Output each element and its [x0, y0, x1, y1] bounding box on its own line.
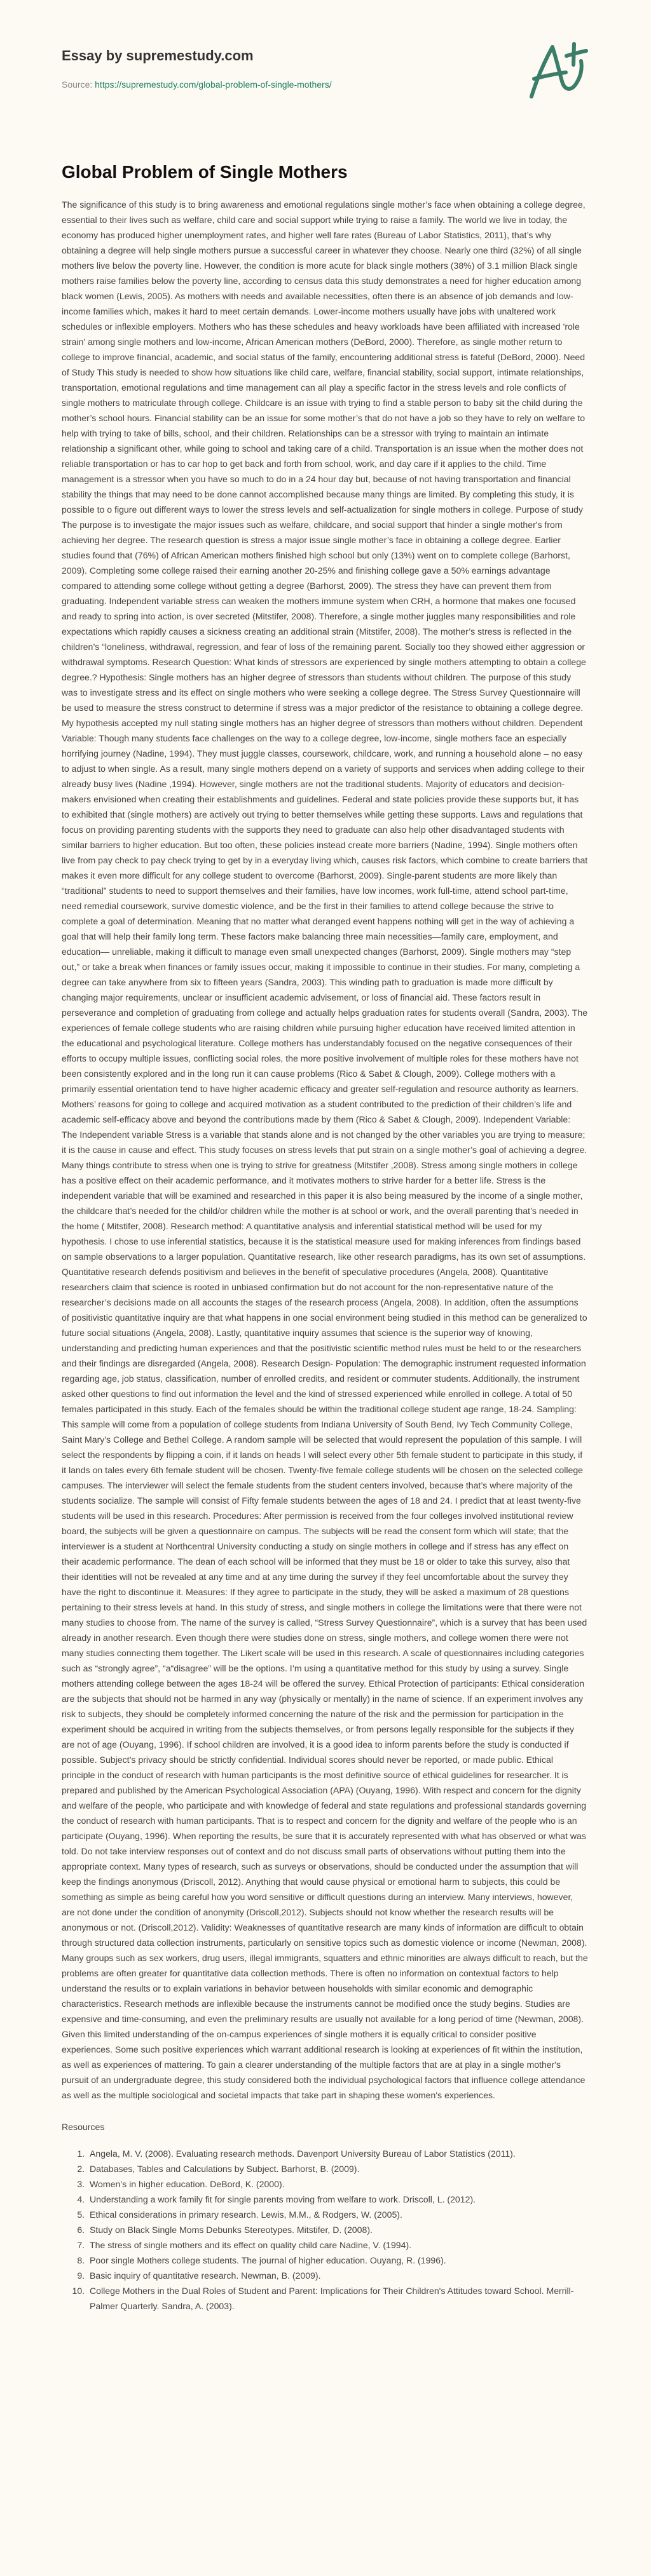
resources-heading: Resources: [62, 2122, 105, 2132]
resource-item: 9. Basic inquiry of quantitative research. Newman, B. (2009).: [87, 2268, 589, 2283]
essay-body: The significance of this study is to bring awareness and emotional regulations single mother’s face when obtaining a college degree, essential to their lives such as welfare, child care and social support while trying to raise a family. The world we live in today, the economy has produced higher unemployment rates, and higher well fare rates (Bureau of Labor Statistics, 2011), that’s why obtaining a degree will help single mothers pursue a successful career in whatever they choose. Nearly one third (32%) of all single mothers live below the poverty line. However, the condition is more acute for black single mothers (38%) of 3.1 million Black single mothers raise families below the poverty line, according to census data this study demonstrates a need for higher education among black women (Lewis, 2005). As mothers with needs and available necessities, often there is an absence of job demands and low-income families which, makes it hard to meet certain demands. Lower-income mothers usually have jobs with unaltered work schedules or inflexible employers. Mothers who has these schedules and heavy workloads have been affiliated with increased 'role strain' among single mothers and low-income, African American mothers (DeBord, 2000). Therefore, as single mother return to college to improve financial, academic, and social status of the family, encountering additional stress is fateful (DeBord, 2000). Need of Study This study is needed to show how situations like child care, welfare, financial stability, social support, intimate relationships, transportation, emotional regulations and time management can all play a specific factor in the stress levels and role conflicts of single mothers to matriculate through college. Childcare is an issue with trying to find a stable person to baby sit the child during the mother’s school hours. Financial stability can be an issue for some mother’s that do not have a job so they have to rely on welfare to help with trying to take of bills, school, and their children. Relationships can be a stressor with trying to maintain an intimate relationship a significant other, while going to school and taking care of a child. Transportation is an issue when the mother does not reliable transportation or has to car hop to get back and forth from school, work, and day care if it applies to the child. Time management is a stressor when you have so much to do in a 24 hour day but, because of not having transportation and financial stability the things that may need to be done cannot accomplished because many things are limited. By completing this study, it is possible to o figure out different ways to lower the stress levels and self-actualization for single mothers in college. Purpose of study The purpose is to investigate the major issues such as welfare, childcare, and social support that hinder a single mother's from achieving her degree. The research question is stress a major issue single mother’s face in obtaining a college degree. Earlier studies found that (76%) of African American mothers finished high school but only (13%) went on to complete college (Barhorst, 2009). Completing some college raised their earning another 20-25% and finishing college gave a 50% earnings advantage compared to attending some college without getting a degree (Barhorst, 2009). The stress they have can prevent them from graduating. Independent variable stress can weaken the mothers immune system when CRH, a hormone that makes one focused and ready to spring into action, is over secreted (Mitstifer, 2008). Therefore, a single mother juggles many responsibilities and role expectations which rapidly causes a sickness creating an additional strain (Mitstifer, 2008). The mother’s stress is reflected in the children’s “loneliness, withdrawal, regression, and fear of loss of the remaining parent. Socially too they showed either aggression or withdrawal symptoms. Research Question: What kinds of stressors are experienced by single mothers attempting to obtain a college degree.? Hypothesis: Single mothers has an higher degree of stressors than students without children. The purpose of this study was to investigate stress and its effect on single mothers who were seeking a college degree. The Stress Survey Questionnaire will be used to measure the stress construct to determine if stress was a major predictor of the resistance to obtaining a college degree. My hypothesis accepted my null stating single mothers has an higher degree of stressors than mothers without children. Dependent Variable: Though many students face challenges on the way to a college degree, low-income, single mothers face an especially horrifying journey (Nadine, 1994). They must juggle classes, coursework, childcare, work, and running a household alone – no easy to adjust to when single. As a result, many single mothers depend on a variety of supports and services when adding college to their already busy lives (Nadine ,1994). However, single mothers are not the traditional students. Majority of educators and decision-makers envisioned when creating their establishments and guidelines. Federal and state policies provide these supports but, it has to exhibited that (single mothers) are actively out trying to better themselves while getting these supports. Laws and regulations that focus on providing parenting students with the supports they need to graduate can also help other disadvantaged students with similar barriers to higher education. But too often, these policies instead create more barriers (Nadine, 1994). Single mothers often live from pay check to pay check trying to get by in a everyday living which, causes risk factors, which combine to create barriers that makes it even more difficult for any college student to overcome (Barhorst, 2009). Single-parent students are more likely than “traditional” students to need to support themselves and their families, have low incomes, work full-time, attend school part-time, need remedial coursework, survive domestic violence, and be the first in their families to attend college because the strive to complete a goal of determination. Meaning that no matter what deranged event happens nothing will get in the way of achieving a goal that will help their family long term. These factors make balancing three main necessities—family care, employment, and education— unreliable, making it difficult to manage even small unexpected changes (Barhorst, 2009). Single mothers may “step out,” or take a break when finances or family issues occur, making it impossible to continue in their studies. For many, completing a degree can take anywhere from six to fifteen years (Sandra, 2003). This winding path to graduation is made more difficult by changing major requirements, unclear or insufficient academic advisement, or loss of financial aid. These factors result in perseverance and completion of graduating from college and actually helps graduation rates for students overall (Sandra, 2003). The experiences of female college students who are raising children while pursuing higher education have received limited attention in the educational and psychological literature. College mothers has understandably focused on the negative consequences of their efforts to occupy multiple issues, conflicting social roles, the more positive involvement of multiple roles for these mothers have not been consistently explored and in the long run it can cause problems (Rico & Sabet & Clough, 2009). College mothers with a primarily essential orientation tend to have higher academic efficacy and greater self-regulation and resource authority as learners. Mothers’ reasons for going to college and acquired motivation as a student contributed to the prediction of their children’s life and academic self-efficacy above and beyond the contributions made by them (Rico & Sabet & Clough, 2009). Independent Variable: The Independent variable Stress is a variable that stands alone and is not changed by the other variables you are trying to measure; it is the cause in cause and effect. This study focuses on stress levels that put strain on a single mother’s goal of achieving a degree. Many things contribute to stress when one is trying to strive for greatness (Mitstifer ,2008). Stress among single mothers in college has a positive effect on their academic performance, and it motivates mothers to strive harder for a better life. Stress is the independent variable that will be examined and researched in this paper it is also being measured by the income of a single mother, the childcare that’s needed for the child/or children while the mother is at school or work, and the overall parenting that’s needed in the home ( Mitstifer, 2008). Research method: A quantitative analysis and inferential statistical method will be used for my hypothesis. I chose to use inferential statistics, because it is the statistical measure used for making inferences from findings based on sample observations to a larger population. Quantitative research, like other research paradigms, has its own set of assumptions. Quantitative research defends positivism and believes in the benefit of speculative procedures (Angela, 2008). Quantitative researchers claim that science is rooted in unbiased confirmation but do not account for the non-representative nature of the researcher’s decisions made on all accounts the stages of the research process (Angela, 2008). In addition, often the assumptions of positivistic quantitative inquiry are that what happens in one social environment being studied in this method can be generalized to future social situations (Angela, 2008). Lastly, quantitative inquiry assumes that science is the superior way of knowing, understanding and predicting human experiences and that the positivistic scientific method rules must be held to or the researchers and their findings are disregarded (Angela, 2008). Research Design- Population: The demographic instrument requested information regarding age, job status, classification, number of enrolled credits, and resident or commuter students. Additionally, the instrument asked other questions to find out information the level and the kind of stressed experienced while enrolled in college. A total of 50 females participated in this study. Each of the females should be within the traditional college student age range, 18-24. Sampling: This sample will come from a population of college students from Indiana University of South Bend, Ivy Tech Community College, Saint Mary's College and Bethel College. A random sample will be selected that would represent the population of this sample. I will select the respondents by flipping a coin, if it lands on heads I will select every other 5th female student to participate in this study, if it lands on tales every 6th female student will be chosen. Twenty-five female college students will be chosen on the selected college campuses. The interviewer will select the female students from the student centers involved, because that’s where majority of the students socialize. The sample will consist of Fifty female students between the ages of 18 and 24. I predict that at least twenty-five students will be used in this research. Procedures: After permission is received from the four colleges involved institutional review board, the subjects will be given a questionnaire on campus. The subjects will be read the consent form which will state; that the interviewer is a student at Northcentral University conducting a study on single mothers in college and if stress has any effect on their academic performance. The dean of each school will be informed that they must be 18 or older to take this survey, also that their identities will not be revealed at any time and at any time during the survey if they feel uncomfortable about the survey they have the right to discontinue it. Measures: If they agree to participate in the study, they will be asked a maximum of 28 questions pertaining to their stress levels at hand. In this study of stress, and single mothers in college the limitations were that there were not many studies to choose from. The name of the survey is called, “Stress Survey Questionnaire”, which is a survey that has been used already in another research. Even though there were studies done on stress, single mothers, and college women there were not many studies connecting them together. The Likert scale will be used in this research. A scale of questionnaires including categories such as “strongly agree”, “a“disagree” will be the options. I’m using a quantitative method for this study by using a survey. Single mothers attending college between the ages 18-24 will be offered the survey. Ethical Protection of participants: Ethical consideration are the subjects that should not be harmed in any way (physically or mentally) in the name of science. If an experiment involves any risk to subjects, they should be completely informed concerning the nature of the risk and the permission for participation in the experiment should be acquired in writing from the subjects themselves, or from persons legally responsible for the subjects if they are not of age (Ouyang, 1996). If school children are involved, it is a good idea to inform parents before the study is conducted if possible. Subject’s privacy should be strictly confidential. Individual scores should never be reported, or made public. Ethical principle in the conduct of research with human participants is the most definitive source of ethical guidelines for researcher. It is prepared and published by the American Psychological Association (APA) (Ouyang, 1996). With respect and concern for the dignity and welfare of the people, who participate and with knowledge of federal and state regulations and professional standards governing the conduct of research with human participants. That is to respect and concern for the dignity and welfare of the people who is an participate (Ouyang, 1996). When reporting the results, be sure that it is accurately represented with what has observed or what was told. Do not take interview responses out of context and do not discuss small parts of observations without putting them into the appropriate context. Many types of research, such as surveys or observations, should be conducted under the assumption that will keep the findings anonymous (Driscoll, 2012). Anything that would cause physical or emotional harm to subjects, this could be something as simple as being careful how you word sensitive or difficult questions during an interview. Many interviews, however, are not done under the condition of anonymity (Driscoll,2012). Subjects should not know whether the research results will be anonymous or not. (Driscoll,2012). Validity: Weaknesses of quantitative research are many kinds of information are difficult to obtain through structured data collection instruments, particularly on sensitive topics such as domestic violence or income (Newman, 2008). Many groups such as sex workers, drug users, illegal immigrants, squatters and ethnic minorities are always difficult to reach, but the problems are often greater for quantitative data collection methods. There is often no information on contextual factors to help understand the results or to explain variations in behavior between households with similar economic and demographic characteristics. Research methods are inflexible because the instruments cannot be modified once the study begins. Studies are expensive and time-consuming, and even the preliminary results are usually not available for a long period of time (Newman, 2008). Given this limited understanding of the on-campus experiences of single mothers it is equally critical to consider positive experiences. Some such positive experiences which warrant additional research is looking at experiences of fit within the institution, as well as experiences of mattering. To gain a clearer understanding of the multiple factors that are at play in a single mother's pursuit of an undergraduate degree, this study considered both the individual psychological factors that influence college attendance as well as the multiple sociological and societal impacts that take part in shaping these women's experiences.: [62, 199, 588, 2100]
resource-item: 5. Ethical considerations in primary research. Lewis, M.M., & Rodgers, W. (2005).: [87, 2207, 589, 2222]
essay-title: Global Problem of Single Mothers: [62, 162, 348, 182]
source-link[interactable]: https://supremestudy.com/global-problem-of-single-mothers/: [95, 79, 332, 90]
resource-item: 3. Women’s in higher education. DeBord, K. (2000).: [87, 2176, 589, 2192]
resource-item: 8. Poor single Mothers college students. The journal of higher education. Ouyang, R. (1996).: [87, 2253, 589, 2268]
essay-content: [62, 121, 588, 2314]
source-line: [62, 79, 332, 90]
site-header: [62, 0, 588, 121]
source-label: Source:: [62, 79, 95, 90]
site-title: Essay by supremestudy.com: [62, 48, 254, 64]
a-plus-grade-icon: [525, 42, 589, 103]
resource-item: 2. Databases, Tables and Calculations by Subject. Barhorst, B. (2009).: [87, 2161, 589, 2176]
resource-item: 4. Understanding a work family fit for single parents moving from welfare to work. Driscoll, L. (2012).: [87, 2192, 589, 2207]
resource-item: 6. Study on Black Single Moms Debunks Stereotypes. Mitstifer, D. (2008).: [87, 2222, 589, 2237]
resources-list: [62, 2146, 589, 2314]
resource-item: 1. Angela, M. V. (2008). Evaluating research methods. Davenport University Bureau of Labor Statistics (2011).: [87, 2146, 589, 2161]
resource-item: 10. College Mothers in the Dual Roles of Student and Parent: Implications for Their Children's Attitudes toward School. Merrill-Palmer Quarterly. Sandra, A. (2003).: [87, 2283, 589, 2314]
resource-item: 7. The stress of single mothers and its effect on quality child care Nadine, V. (1994).: [87, 2237, 589, 2253]
